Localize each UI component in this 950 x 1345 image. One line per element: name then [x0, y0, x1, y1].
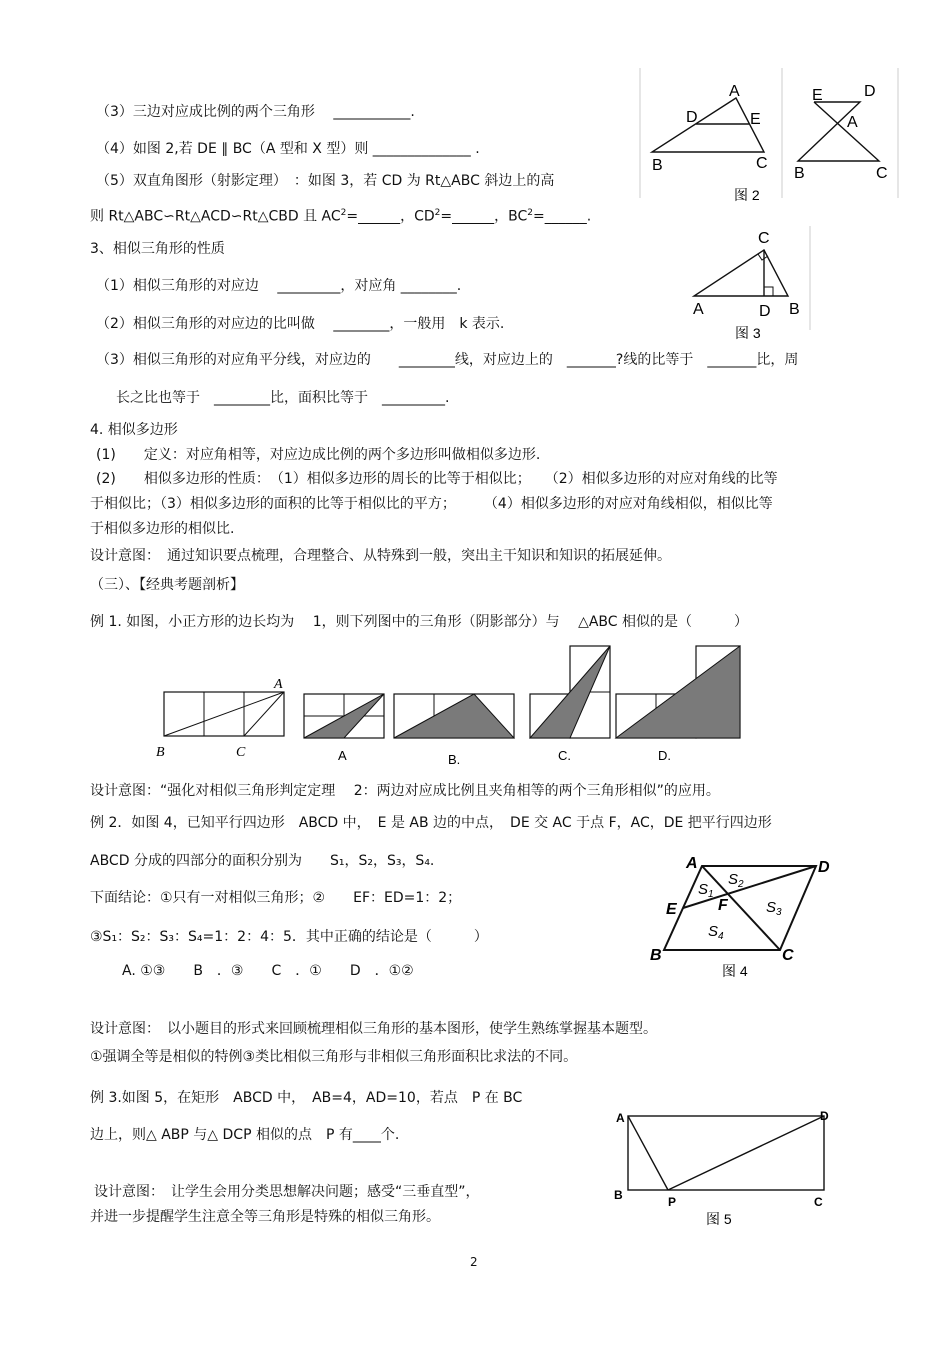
figure-2a-triangle — [652, 98, 764, 152]
fig5-label-b: B — [614, 1188, 623, 1202]
figure-5-segment-ap — [628, 1116, 668, 1190]
fig2b-label-b: B — [794, 165, 805, 182]
figure-2b-x-shape — [798, 102, 879, 161]
fig5-label-d: D — [820, 1109, 829, 1123]
ex1-original-side-ca — [244, 692, 284, 736]
example-3: 例 3.如图 5，在矩形 ABCD 中， AB=4，AD=10，若点 P 在 BC — [90, 1090, 523, 1106]
example-1-figures — [150, 644, 750, 770]
text-line-11: (1) 定义：对应角相等，对应边成比例的两个多边形叫做相似多边形. — [96, 447, 541, 463]
ex1-option-b-shaded-triangle — [394, 694, 514, 738]
figure-5-rectangle — [628, 1116, 824, 1190]
figure-4-caption: 图 4 — [722, 963, 748, 979]
fig5-label-p: P — [668, 1195, 677, 1209]
fig4-label-a: A — [686, 855, 698, 872]
fig4-label-s3: $S_3$ — [766, 899, 782, 918]
text-line-3: （5）双直角图形（射影定理） ：如图 3，若 CD 为 Rt△ABC 斜边上的高 — [96, 173, 555, 189]
figure-3-right-angle-d — [764, 287, 773, 296]
fig2a-label-c: C — [756, 155, 768, 172]
fig2b-label-a: A — [847, 114, 858, 131]
figure-2 — [636, 68, 900, 208]
text-line-4: 则 Rt△ABC∽Rt△ACD∽Rt△CBD 且 $AC^2=\_\_\_\_\_\_$，$CD^2=\_\_\_\_\_\_$，$BC^2=\_\_\_\_\_\_$. — [90, 208, 592, 225]
text-line-6: （1）相似三角形的对应边 _________，对应角 ________. — [96, 278, 462, 294]
design-intent-3-line-2: ①强调全等是相似的特例③类比相似三角形与非相似三角形面积比求法的不同。 — [90, 1049, 578, 1065]
example-2-line-2: ABCD 分成的四部分的面积分别为 S₁，S₂，S₃，S₄. — [90, 853, 435, 869]
fig4-label-s4: $S_4$ — [708, 923, 724, 942]
section-heading-4: 4. 相似多边形 — [90, 422, 178, 438]
fig3-label-b: B — [789, 301, 800, 318]
fig2a-label-d: D — [686, 109, 698, 126]
ex1-label-c: C — [236, 745, 246, 760]
fig4-label-e: E — [666, 901, 677, 918]
design-intent-4-line-2: 并进一步提醒学生注意全等三角形是特殊的相似三角形。 — [90, 1209, 440, 1225]
fig2a-label-e: E — [750, 111, 761, 128]
text-line-1: （3）三边对应成比例的两个三角形 ___________. — [96, 104, 415, 120]
fig5-label-c: C — [814, 1195, 823, 1209]
example-3-line-2: 边上，则△ ABP 与△ DCP 相似的点 P 有____个. — [90, 1127, 400, 1143]
text-line-8: （3）相似三角形的对应角平分线，对应边的 ________线，对应边上的 _______?线的比等于 _______比，周 — [96, 352, 799, 368]
fig4-label-s1: $S_1$ — [698, 881, 714, 900]
text-line-9: 长之比也等于 ________比，面积比等于 _________. — [116, 390, 450, 406]
figure-3 — [688, 226, 814, 344]
ex1-option-c-label: C. — [558, 748, 571, 763]
fig4-label-b: B — [650, 947, 662, 964]
fig3-label-c: C — [758, 230, 770, 247]
text-line-14: 于相似多边形的相似比. — [90, 521, 235, 537]
design-intent-3: 设计意图： 以小题目的形式来回顾梳理相似三角形的基本图形，使学生熟练掌握基本题型。 — [90, 1021, 657, 1037]
figure-3-caption: 图 3 — [735, 325, 761, 341]
fig4-label-c: C — [782, 947, 794, 964]
page-number: 2 — [470, 1255, 478, 1269]
ex1-label-a: A — [274, 677, 283, 692]
fig4-label-s2: $S_2$ — [728, 871, 744, 890]
fig2b-label-d: D — [864, 83, 876, 100]
example-2-options: A. ①③ B ．③ C ．① D ．①② — [122, 963, 414, 979]
figure-4 — [648, 852, 844, 980]
text-line-13: 于相似比；（3）相似多边形的面积的比等于相似比的平方； （4）相似多边形的对应对角线相似，相似比等 — [90, 496, 773, 512]
text-line-2: （4）如图 2,若 DE ∥ BC（A 型和 X 型）则 ______________ . — [96, 141, 480, 157]
text-line-12: (2) 相似多边形的性质： （1）相似多边形的周长的比等于相似比； （2）相似多边形的对应对角线的比等 — [96, 471, 778, 487]
fig3-label-a: A — [693, 301, 704, 318]
figure-5 — [606, 1104, 842, 1228]
fig2a-label-a: A — [729, 83, 740, 100]
ex1-label-b: B — [156, 745, 165, 760]
fig3-label-d: D — [759, 303, 771, 320]
example-1: 例 1. 如图，小正方形的边长均为 1，则下列图中的三角形（阴影部分）与 △ABC 相似的是（ ） — [90, 614, 748, 630]
design-intent-2: 设计意图：“强化对相似三角形判定定理 2：两边对应成比例且夹角相等的两个三角形相似”的应用。 — [90, 783, 720, 799]
ex1-option-d-shaded-triangle — [616, 646, 740, 738]
figure-5-segment-pd — [668, 1116, 824, 1190]
example-2-line-3: 下面结论：①只有一对相似三角形；② EF：ED=1：2； — [90, 890, 462, 906]
ex1-option-d-label: D. — [658, 748, 671, 763]
section-heading-3: 3、相似三角形的性质 — [90, 241, 225, 257]
fig5-label-a: A — [616, 1111, 625, 1125]
fig2a-label-b: B — [652, 157, 663, 174]
figure-5-caption: 图 5 — [706, 1211, 732, 1227]
text-line-7: （2）相似三角形的对应边的比叫做 ________，一般用 k 表示. — [96, 316, 505, 332]
design-intent-4: 设计意图： 让学生会用分类思想解决问题；感受“三垂直型”， — [94, 1184, 480, 1200]
figure-2-caption: 图 2 — [734, 187, 760, 203]
example-2-line-4: ③S₁：S₂：S₃：S₄=1：2：4：5．其中正确的结论是（ ） — [90, 929, 488, 945]
ex1-option-b-label: B. — [448, 752, 461, 767]
ex1-option-a-label: A — [338, 748, 347, 763]
fig2b-label-e: E — [812, 87, 823, 104]
design-intent-1: 设计意图： 通过知识要点梳理，合理整合、从特殊到一般，突出主干知识和知识的拓展延伸。 — [90, 548, 671, 564]
example-2: 例 2．如图 4，已知平行四边形 ABCD 中， E 是 AB 边的中点， DE 交 AC 于点 F，AC，DE 把平行四边形 — [90, 815, 772, 831]
figure-3-triangle — [694, 250, 788, 296]
section-heading-classic: （三）、【经典考题剖析】 — [90, 577, 244, 593]
fig2b-label-c: C — [876, 165, 888, 182]
fig4-label-d: D — [818, 859, 830, 876]
fig4-label-f: F — [718, 897, 728, 914]
ex1-original-side-ba — [164, 692, 284, 736]
